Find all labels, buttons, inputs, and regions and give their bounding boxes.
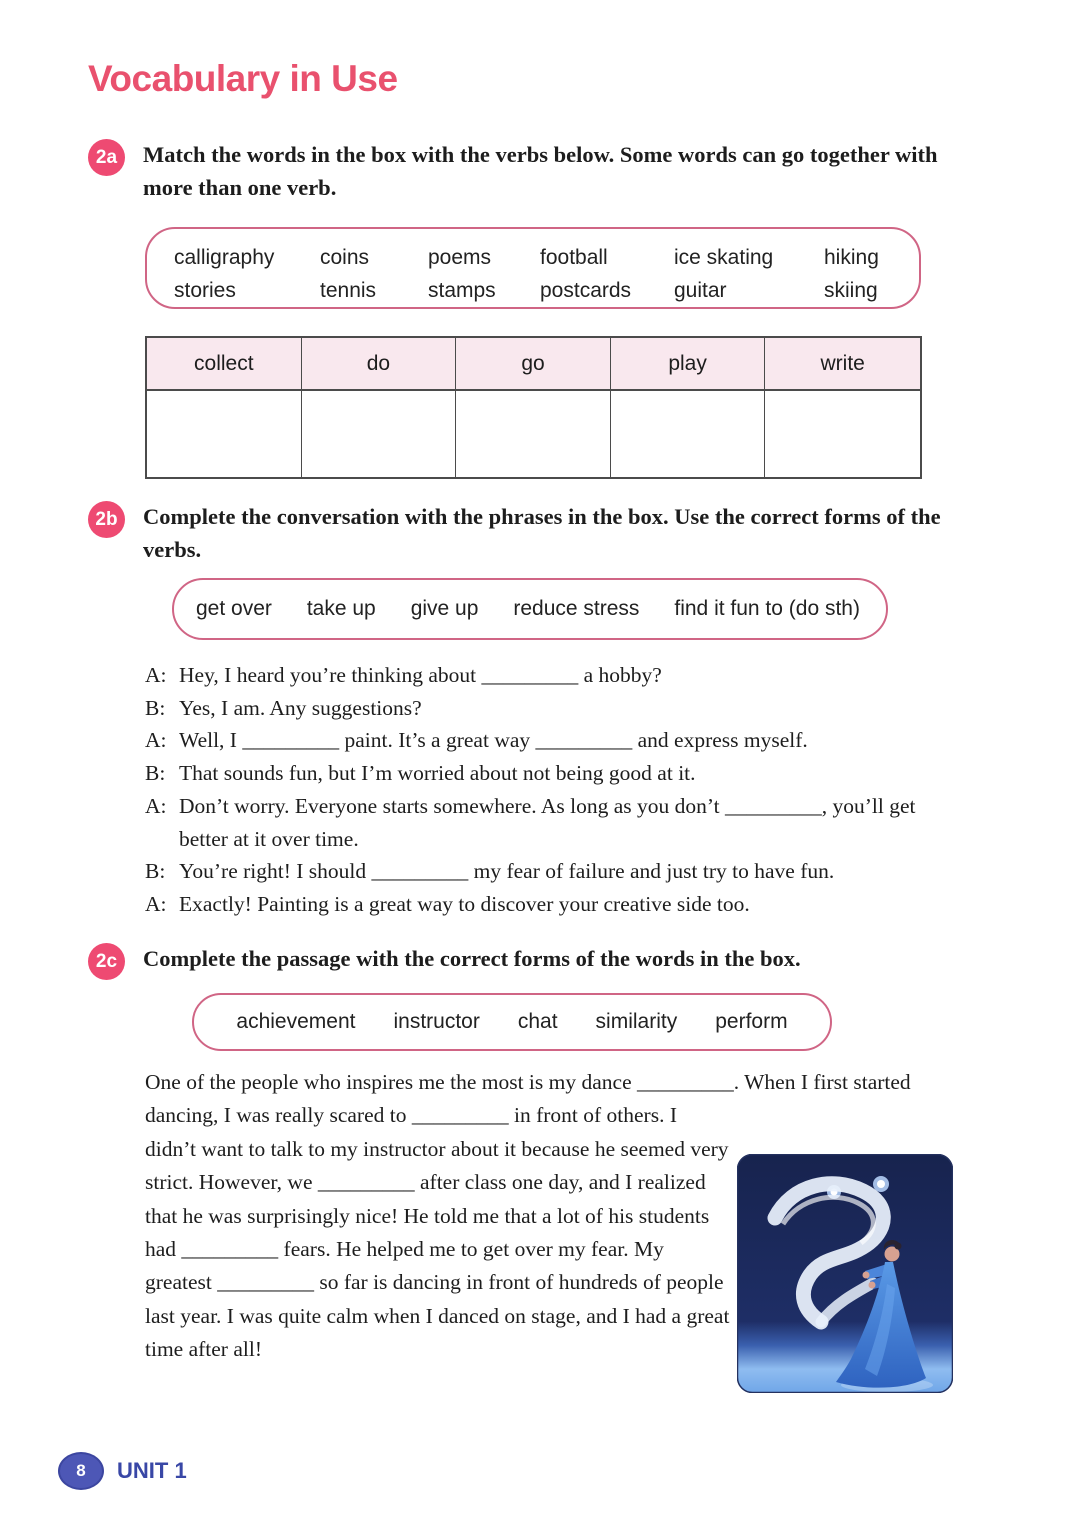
word-item: tennis — [320, 279, 377, 302]
table-answer-cell — [147, 391, 302, 477]
speaker-label: B: — [145, 859, 166, 884]
dialogue-text: Hey, I heard you’re thinking about _________ a hobby? — [179, 663, 662, 687]
word-item: stamps — [428, 279, 496, 302]
word-item: poems — [428, 246, 492, 269]
table-header-cell: do — [302, 338, 457, 391]
conversation — [145, 659, 965, 921]
unit-label: UNIT 1 — [117, 1458, 187, 1483]
word-item: postcards — [540, 279, 632, 302]
conversation-row — [145, 757, 965, 790]
phrase-item: take up — [306, 597, 376, 620]
table-answer-cell — [456, 391, 611, 477]
verb-table-header-row — [147, 338, 920, 391]
table-answer-cell — [302, 391, 457, 477]
exercise-2c-instruction: Complete the passage with the correct forms of the words in the box. — [143, 946, 801, 971]
exercise-2b-badge: 2b — [88, 501, 125, 538]
exercise-2b-instruction: Complete the conversation with the phrases in the box. Use the correct forms of the verbs. — [143, 504, 941, 563]
word-item: skiing — [824, 279, 878, 302]
dialogue-text: That sounds fun, but I’m worried about not being good at it. — [179, 761, 696, 786]
page-number: 8 — [76, 1461, 86, 1480]
word-item: calligraphy — [174, 246, 275, 269]
table-header-cell: collect — [147, 338, 302, 391]
word-item: coins — [320, 246, 370, 269]
conversation-row — [145, 888, 965, 921]
conversation-row — [145, 692, 965, 725]
phrase-item: give up — [410, 597, 479, 620]
conversation-row — [145, 724, 965, 757]
word-item: achievement — [236, 1010, 356, 1033]
word-item: chat — [517, 1010, 558, 1033]
word-item: perform — [715, 1010, 788, 1033]
word-box-2c — [192, 993, 832, 1051]
conversation-row — [145, 855, 965, 888]
word-item: instructor — [393, 1010, 480, 1033]
verb-table-answer-row — [147, 391, 920, 477]
table-header-cell: go — [456, 338, 611, 391]
dancer-photo-graphic — [737, 1154, 953, 1393]
word-item: football — [540, 246, 608, 269]
phrase-box-2b — [172, 578, 888, 640]
word-box-2a-grid — [147, 229, 919, 307]
dancer-photo — [737, 1154, 953, 1393]
table-answer-cell — [611, 391, 766, 477]
exercise-2a-instruction: Match the words in the box with the verbs below. Some words can go together with more than one verb. — [143, 142, 938, 201]
exercise-2b-header — [88, 500, 950, 567]
speaker-label: A: — [145, 793, 167, 818]
phrase-item: find it fun to (do sth) — [674, 597, 860, 620]
dialogue-text: Don’t worry. Everyone starts somewhere. As long as you don’t _________, you’ll get better at it over time. — [179, 793, 916, 851]
speaker-label: A: — [145, 728, 167, 753]
passage-text-part2: didn’t want to talk to my instructor about it because he seemed very strict. However, we _________ after class one day, and I realized that he was surprisingly nice! He told me that a lot of his students had _________ fears. He helped me to get over my fear. My greatest _________ so far is dancing in front of hundreds of people last year. I was quite calm when I danced on stage, and I had a great time after all! — [145, 1136, 730, 1362]
word-item: stories — [174, 279, 236, 302]
dialogue-text: Yes, I am. Any suggestions? — [179, 695, 422, 720]
passage-text-part1: One of the people who inspires me the most is my dance _________. When I first started dancing, I was really scared to _________ in front of others. I — [145, 1070, 911, 1128]
phrase-item: reduce stress — [513, 597, 640, 620]
table-header-cell: write — [765, 338, 920, 391]
exercise-2c-badge: 2c — [88, 943, 125, 980]
table-header-cell: play — [611, 338, 766, 391]
conversation-row — [145, 659, 965, 692]
word-item: similarity — [595, 1010, 678, 1033]
word-item: ice skating — [674, 246, 774, 269]
page-number-badge — [58, 1452, 104, 1490]
phrase-item: get over — [196, 597, 272, 620]
exercise-2c-header — [88, 942, 950, 980]
word-item: hiking — [824, 246, 879, 269]
verb-match-table — [145, 336, 922, 479]
speaker-label: B: — [145, 695, 166, 720]
speaker-label: A: — [145, 663, 167, 687]
page-title: Vocabulary in Use — [88, 58, 398, 99]
table-answer-cell — [765, 391, 920, 477]
passage — [145, 1066, 940, 1367]
word-box-2a — [145, 227, 921, 309]
exercise-2a-badge: 2a — [88, 139, 125, 176]
exercise-2a-header — [88, 138, 950, 205]
word-item: guitar — [674, 279, 727, 302]
dialogue-text: Well, I _________ paint. It’s a great way _________ and express myself. — [179, 728, 808, 753]
dialogue-text: Exactly! Painting is a great way to discover your creative side too. — [179, 891, 750, 916]
speaker-label: A: — [145, 891, 167, 916]
conversation-row — [145, 790, 965, 855]
dialogue-text: You’re right! I should _________ my fear of failure and just try to have fun. — [179, 859, 835, 884]
speaker-label: B: — [145, 761, 166, 786]
